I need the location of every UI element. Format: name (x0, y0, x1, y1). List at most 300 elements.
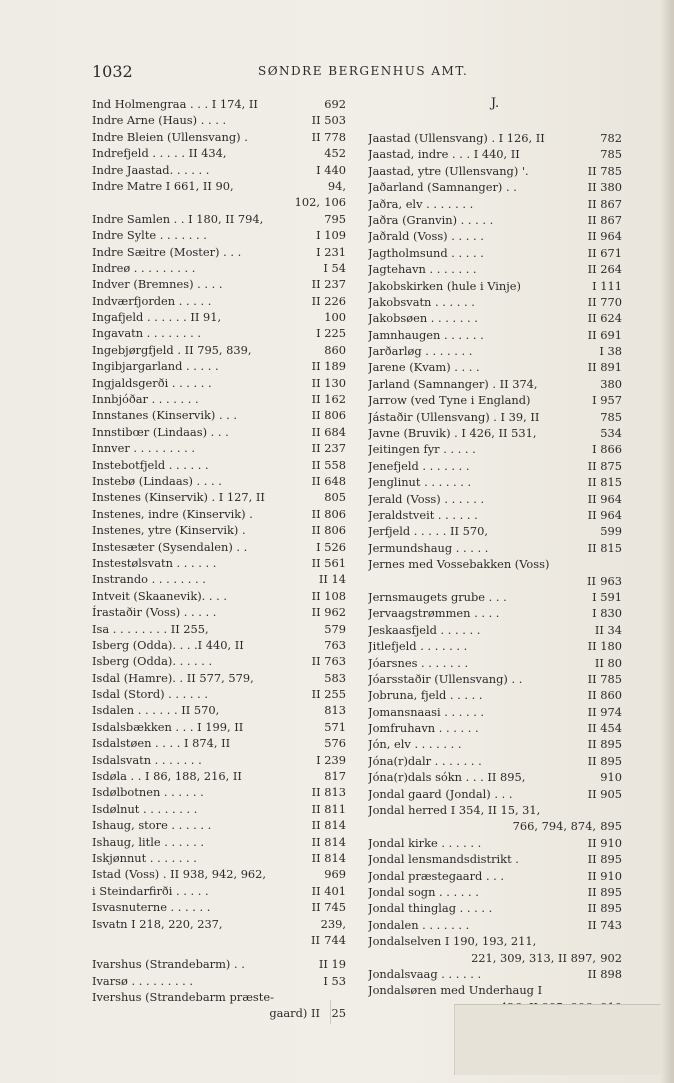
entry-text: Jarrow (ved Tyne i England) (368, 393, 531, 408)
index-entry (368, 146, 622, 162)
index-entry (368, 982, 622, 998)
index-entry (368, 622, 622, 638)
index-entry (92, 1005, 346, 1021)
entry-page-ref: II 691 (587, 327, 622, 342)
index-entry (92, 162, 346, 178)
entry-text: Jondal kirke . . . . . . (368, 835, 482, 850)
index-entry (92, 342, 346, 358)
index-entry (368, 704, 622, 720)
entry-text: Instesæter (Sysendalen) . . (92, 539, 248, 554)
entry-text: Ingavatn . . . . . . . . (92, 326, 201, 341)
entry-text: Jomansnaasi . . . . . . (368, 704, 485, 719)
entry-page-ref: 583 (324, 670, 346, 685)
index-entry (368, 179, 622, 195)
entry-page-ref: 106 (324, 195, 346, 210)
entry-text: Jenglinut . . . . . . . (368, 475, 472, 490)
index-entry (92, 670, 346, 686)
entry-page-ref: I 526 (316, 539, 346, 554)
index-entry (368, 278, 622, 294)
entry-text: Jamnhaugen . . . . . . (368, 327, 484, 342)
entry-text: 766, 794, 874, (512, 819, 596, 834)
entry-page-ref: II 558 (311, 457, 346, 472)
index-entry (92, 866, 346, 882)
index-entry (368, 441, 622, 457)
entry-text: Jeraldstveit . . . . . . (368, 507, 478, 522)
entry-page-ref: II 813 (311, 785, 346, 800)
entry-page-ref: II 785 (587, 163, 622, 178)
entry-page-ref: II 815 (587, 540, 622, 555)
section-letter: J. (490, 96, 500, 111)
entry-text: Indreø . . . . . . . . . (92, 260, 196, 275)
entry-text: Ishaug, store . . . . . . (92, 818, 212, 833)
index-entry (92, 883, 346, 899)
entry-text: gaard) II (269, 1006, 320, 1021)
entry-page-ref: II 806 (311, 506, 346, 521)
entry-text: Iskjønnut . . . . . . . (92, 850, 197, 865)
entry-text: Jaastad (Ullensvang) . I 126, II (368, 131, 545, 145)
index-entry (92, 932, 346, 948)
entry-text: Instebotfjeld . . . . . . (92, 457, 209, 472)
index-entry (92, 211, 346, 227)
entry-page-ref: II 962 (311, 605, 346, 620)
entry-text: Indver (Bremnes) . . . . (92, 277, 223, 292)
page-edge-shadow (660, 0, 674, 1083)
index-entry (92, 112, 346, 128)
entry-text: Jondal thinglag . . . . . (368, 901, 493, 916)
index-entry (92, 244, 346, 260)
index-entry (92, 227, 346, 243)
index-entry (368, 409, 622, 425)
entry-page-ref: II 454 (587, 721, 622, 736)
entry-page-ref: II 860 (587, 688, 622, 703)
index-entry (92, 768, 346, 784)
index-entry (92, 973, 346, 989)
index-entry (92, 325, 346, 341)
entry-text: Írastaðir (Voss) . . . . . (92, 605, 217, 620)
entry-page-ref: I 239 (316, 752, 346, 767)
entry-page-ref: II 745 (311, 900, 346, 915)
entry-text: Instrando . . . . . . . . (92, 572, 206, 587)
entry-text: Ingebjørgfjeld . II 795, 839, (92, 342, 252, 357)
entry-page-ref: II 964 (587, 229, 622, 244)
entry-text: Jaðarland (Samnanger) . . (368, 180, 517, 195)
entry-page-ref: II 130 (311, 375, 346, 390)
index-entry (92, 293, 346, 309)
index-entry (92, 96, 346, 112)
entry-text: Jarðarløg . . . . . . . (368, 344, 473, 359)
page-mark (330, 1000, 331, 1024)
entry-page-ref: II 910 (587, 868, 622, 883)
index-entry (368, 868, 622, 884)
entry-page-ref: II 895 (587, 852, 622, 867)
index-entry (92, 260, 346, 276)
index-entry (92, 834, 346, 850)
index-entry (92, 653, 346, 669)
entry-text: Jagtholmsund . . . . . (368, 245, 484, 260)
index-entry (368, 753, 622, 769)
entry-page-ref: 902 (600, 950, 622, 965)
entry-page-ref: 782 (600, 131, 622, 145)
entry-text: Ingafjeld . . . . . . II 91, (92, 310, 222, 325)
entry-text: Jaðra (Granvin) . . . . . (368, 212, 494, 227)
entry-page-ref: II 905 (587, 786, 622, 801)
entry-text: Instestølsvatn . . . . . . (92, 555, 217, 570)
entry-page-ref: 599 (600, 524, 622, 539)
index-entry (368, 835, 622, 851)
entry-text: Ivarshus (Strandebarm) . . (92, 957, 245, 972)
index-entry (92, 621, 346, 637)
entry-page-ref: I 109 (316, 228, 346, 243)
index-entry (92, 817, 346, 833)
entry-text: Isdal (Stord) . . . . . . (92, 687, 209, 702)
index-entry (368, 294, 622, 310)
entry-text: Jondalen . . . . . . . (368, 917, 470, 932)
index-entry (368, 655, 622, 671)
index-entry (368, 638, 622, 654)
entry-text: Ind Holmengraa . . . I 174, II (92, 97, 258, 111)
index-entry (368, 310, 622, 326)
entry-text: Instenes (Kinservik) . I 127, II (92, 490, 265, 505)
entry-text: Ivershus (Strandebarm præste- (92, 990, 274, 1005)
index-entry (368, 720, 622, 736)
entry-page-ref: 579 (324, 621, 346, 636)
index-entry (368, 900, 622, 916)
index-entry (92, 539, 346, 555)
index-entry (92, 899, 346, 915)
index-entry (92, 440, 346, 456)
index-entry (92, 178, 346, 194)
running-title: SØNDRE BERGENHUS AMT. (258, 64, 469, 78)
index-entry (92, 801, 346, 817)
entry-text: Javne (Bruvik) . I 426, II 531, (368, 426, 537, 441)
index-entry (92, 489, 346, 505)
entry-page-ref: 25 (331, 1006, 346, 1021)
entry-page-ref: II 255 (311, 687, 346, 702)
entry-page-ref: II 34 (594, 622, 622, 637)
entry-text: Jondal præstegaard . . . (368, 868, 505, 883)
index-entry (92, 956, 346, 972)
entry-text: Jaastad, indre . . . I 440, II (368, 147, 520, 162)
entry-page-ref: I 866 (592, 442, 622, 457)
entry-page-ref: II 189 (311, 359, 346, 374)
entry-text: Indre Jaastad. . . . . . (92, 162, 210, 177)
entry-text: Isdalen . . . . . . II 570, (92, 703, 220, 718)
entry-page-ref: II 895 (587, 901, 622, 916)
entry-page-ref: I 53 (323, 973, 346, 988)
index-entry (368, 687, 622, 703)
entry-text: Isdalsvatn . . . . . . . (92, 752, 202, 767)
page-header (0, 62, 674, 82)
entry-text: Isvasnuterne . . . . . . (92, 900, 211, 915)
entry-page-ref: 380 (600, 376, 622, 391)
entry-text: Isa . . . . . . . . II 255, (92, 621, 209, 636)
index-entry (368, 491, 622, 507)
entry-text: 102, (294, 195, 320, 210)
index-entry (368, 523, 622, 539)
entry-text: Jóarsstaðir (Ullensvang) . . (368, 671, 523, 686)
entry-text: Ivarsø . . . . . . . . . (92, 973, 194, 988)
index-entry (368, 376, 622, 392)
entry-text: Innstanes (Kinservik) . . . (92, 408, 238, 423)
entry-page-ref: 100 (324, 310, 346, 325)
entry-page-ref: 805 (324, 490, 346, 505)
entry-text: Isdøla . . I 86, 188, 216, II (92, 769, 242, 784)
entry-text: Ishaug, litle . . . . . . (92, 834, 205, 849)
index-entry (368, 458, 622, 474)
entry-page-ref: II 624 (587, 311, 622, 326)
entry-page-ref: II 264 (587, 262, 622, 277)
entry-text: Jenefjeld . . . . . . . (368, 458, 470, 473)
entry-page-ref: II 806 (311, 523, 346, 538)
index-entry (92, 358, 346, 374)
entry-text: Indre Matre I 661, II 90, (92, 178, 234, 193)
entry-page-ref: II 814 (311, 834, 346, 849)
index-entry (92, 309, 346, 325)
entry-page-ref: II 671 (587, 245, 622, 260)
entry-page-ref: 452 (324, 146, 346, 161)
entry-text: Jernsmaugets grube . . . (368, 589, 507, 604)
index-entry (92, 391, 346, 407)
index-entry (368, 343, 622, 359)
index-entry (92, 604, 346, 620)
index-entry (92, 719, 346, 735)
entry-text: Ingjaldsgerði . . . . . . (92, 375, 212, 390)
entry-text: Innver . . . . . . . . . (92, 441, 195, 456)
entry-text: Jondal lensmandsdistrikt . (368, 852, 519, 867)
entry-text: Jerald (Voss) . . . . . . (368, 491, 485, 506)
index-entry (368, 425, 622, 441)
entry-text: Jondalsøren med Underhaug I (368, 983, 543, 998)
entry-page-ref: II 974 (587, 704, 622, 719)
index-entry (92, 194, 346, 210)
entry-page-ref: 763 (324, 637, 346, 652)
entry-page-ref: II 380 (587, 180, 622, 195)
page-number: 1032 (92, 62, 133, 81)
index-entry (368, 327, 622, 343)
index-entry (368, 507, 622, 523)
entry-page-ref: 813 (324, 703, 346, 718)
entry-text: Indre Samlen . . I 180, II 794, (92, 211, 264, 226)
index-entry (368, 392, 622, 408)
entry-page-ref: I 231 (316, 244, 346, 259)
index-entry (368, 261, 622, 277)
index-entry (92, 702, 346, 718)
entry-page-ref: II 80 (594, 655, 622, 670)
index-entry (368, 359, 622, 375)
entry-page-ref: II 895 (587, 753, 622, 768)
entry-page-ref: 963 (600, 573, 622, 588)
index-entry (368, 851, 622, 867)
index-entry (92, 735, 346, 751)
index-entry (368, 163, 622, 179)
entry-text: 221, 309, 313, II 897, (471, 950, 596, 965)
index-entry (368, 884, 622, 900)
entry-text: II (311, 932, 320, 947)
entry-text: Jaðrald (Voss) . . . . . (368, 229, 484, 244)
index-entry (92, 145, 346, 161)
entry-page-ref: I 957 (592, 393, 622, 408)
entry-page-ref: II 237 (311, 277, 346, 292)
entry-text: Jaastad, ytre (Ullensvang) '. (368, 163, 529, 178)
entry-text: Jagtehavn . . . . . . . (368, 262, 477, 277)
entry-text: Indre Sæitre (Moster) . . . (92, 244, 242, 259)
index-entry (92, 129, 346, 145)
entry-text: Instebø (Lindaas) . . . . (92, 473, 222, 488)
right-entries (368, 130, 622, 1015)
entry-page-ref: II 561 (311, 555, 346, 570)
entry-page-ref: II 763 (311, 654, 346, 669)
index-column-right (368, 96, 622, 1015)
entry-page-ref: II 910 (587, 835, 622, 850)
entry-text: Jerfjeld . . . . . II 570, (368, 524, 488, 539)
entry-text: Isberg (Odda). . . . . . (92, 654, 213, 669)
entry-page-ref: II 770 (587, 294, 622, 309)
entry-text: Jakobsvatn . . . . . . (368, 294, 475, 309)
index-entry (92, 989, 346, 1005)
index-column-left (92, 96, 346, 1022)
entry-text: II (587, 573, 596, 588)
entry-text: Jaðra, elv . . . . . . . (368, 196, 474, 211)
index-entry (92, 424, 346, 440)
entry-text: Isdalsbækken . . . I 199, II (92, 719, 244, 734)
entry-page-ref: II 867 (587, 212, 622, 227)
entry-text: Jitlefjeld . . . . . . . (368, 639, 468, 654)
entry-page-ref: II 815 (587, 475, 622, 490)
entry-page-ref: 534 (600, 426, 622, 441)
index-entry (368, 917, 622, 933)
index-entry (368, 769, 622, 785)
entry-page-ref: II 401 (311, 883, 346, 898)
index-entry (368, 933, 622, 949)
index-entry (92, 784, 346, 800)
entry-page-ref: II 237 (311, 441, 346, 456)
entry-text: Indre Bleien (Ullensvang) . (92, 129, 248, 144)
entry-text: Jeskaasfjeld . . . . . . (368, 622, 481, 637)
index-entry (92, 916, 346, 932)
index-entry (368, 196, 622, 212)
entry-page-ref: II 180 (587, 639, 622, 654)
entry-page-ref: 860 (324, 342, 346, 357)
index-entry (368, 245, 622, 261)
index-entry (92, 276, 346, 292)
entry-page-ref: I 225 (316, 326, 346, 341)
entry-page-ref: 785 (600, 409, 622, 424)
entry-page-ref: 94, (327, 178, 346, 193)
index-entry (368, 589, 622, 605)
index-entry (92, 473, 346, 489)
entry-text: Jarene (Kvam) . . . . (368, 360, 480, 375)
entry-text: Instenes, indre (Kinservik) . (92, 506, 253, 521)
entry-text: Isberg (Odda). . . .I 440, II (92, 637, 244, 652)
entry-page-ref: 239, (320, 916, 346, 931)
entry-page-ref: II 806 (311, 408, 346, 423)
index-entry (92, 407, 346, 423)
entry-text: Jeitingen fyr . . . . . (368, 442, 476, 457)
entry-page-ref: II 814 (311, 850, 346, 865)
index-entry (92, 375, 346, 391)
entry-text: Jástaðir (Ullensvang) . I 39, II (368, 409, 540, 424)
index-entry (92, 457, 346, 473)
entry-page-ref: 895 (600, 819, 622, 834)
index-entry (92, 850, 346, 866)
entry-page-ref: II 895 (587, 737, 622, 752)
entry-page-ref: 910 (600, 770, 622, 785)
entry-text: Jondal sogn . . . . . . (368, 884, 479, 899)
entry-text: Jervaagstrømmen . . . . (368, 606, 500, 621)
entry-page-ref: I 54 (323, 260, 346, 275)
entry-text: Isdal (Hamre). . II 577, 579, (92, 670, 254, 685)
index-entry (368, 228, 622, 244)
entry-text: Isvatn I 218, 220, 237, (92, 916, 223, 931)
entry-page-ref: II 14 (318, 572, 346, 587)
entry-text: Intveit (Skaanevik). . . . (92, 588, 228, 603)
entry-text: Jondalsvaag . . . . . . (368, 966, 482, 981)
entry-page-ref: 969 (324, 867, 346, 882)
entry-page-ref: II 811 (311, 801, 346, 816)
index-entry (368, 540, 622, 556)
entry-page-ref: II 867 (587, 196, 622, 211)
entry-text: Innstibœr (Lindaas) . . . (92, 424, 229, 439)
entry-text: Jobruna, fjeld . . . . . (368, 688, 483, 703)
entry-page-ref: I 830 (592, 606, 622, 621)
entry-page-ref: II 964 (587, 507, 622, 522)
index-entry (368, 736, 622, 752)
index-entry (368, 474, 622, 490)
entry-page-ref: II 964 (587, 491, 622, 506)
entry-text: Istad (Voss) . II 938, 942, 962, (92, 867, 267, 882)
entry-text: Instenes, ytre (Kinservik) . (92, 523, 246, 538)
entry-page-ref: I 591 (592, 589, 622, 604)
entry-page-ref: II 162 (311, 392, 346, 407)
entry-text: Jóna(r)dals sókn . . . II 895, (368, 770, 526, 785)
entry-page-ref: II 778 (311, 129, 346, 144)
entry-page-ref: II 108 (311, 588, 346, 603)
entry-page-ref: II 895 (587, 884, 622, 899)
index-entry (92, 522, 346, 538)
entry-page-ref: 692 (324, 97, 346, 111)
entry-text: Indre Sylte . . . . . . . (92, 228, 207, 243)
entry-text: Jón, elv . . . . . . . (368, 737, 462, 752)
index-entry (368, 573, 622, 589)
entry-page-ref: 785 (600, 147, 622, 162)
entry-page-ref: II 226 (311, 293, 346, 308)
index-entry (368, 950, 622, 966)
index-entry (368, 212, 622, 228)
paper-fold-corner (454, 1004, 661, 1075)
entry-text: Indrefjeld . . . . . II 434, (92, 146, 227, 161)
entry-text: Innbjóðar . . . . . . . (92, 392, 199, 407)
entry-page-ref: 795 (324, 211, 346, 226)
entry-page-ref: II 891 (587, 360, 622, 375)
entry-text: Jernes med Vossebakken (Voss) (368, 557, 550, 572)
entry-text: Jóna(r)dalr . . . . . . . (368, 753, 482, 768)
entry-page-ref: II 648 (311, 473, 346, 488)
entry-text: Indre Arne (Haus) . . . . (92, 113, 227, 128)
index-entry (368, 802, 622, 818)
entry-text: Jermundshaug . . . . . (368, 540, 489, 555)
index-entry (92, 555, 346, 571)
index-entry (368, 966, 622, 982)
entry-page-ref: II 684 (311, 424, 346, 439)
entry-text: Isdølbotnen . . . . . . (92, 785, 204, 800)
entry-text: Jondalselven I 190, 193, 211, (368, 934, 537, 949)
entry-page-ref: I 38 (599, 344, 622, 359)
index-entry (92, 571, 346, 587)
entry-page-ref: 576 (324, 736, 346, 751)
index-entry (368, 130, 622, 146)
entry-text: Jakobskirken (hule i Vinje) (368, 278, 521, 293)
entry-page-ref: I 111 (592, 278, 622, 293)
